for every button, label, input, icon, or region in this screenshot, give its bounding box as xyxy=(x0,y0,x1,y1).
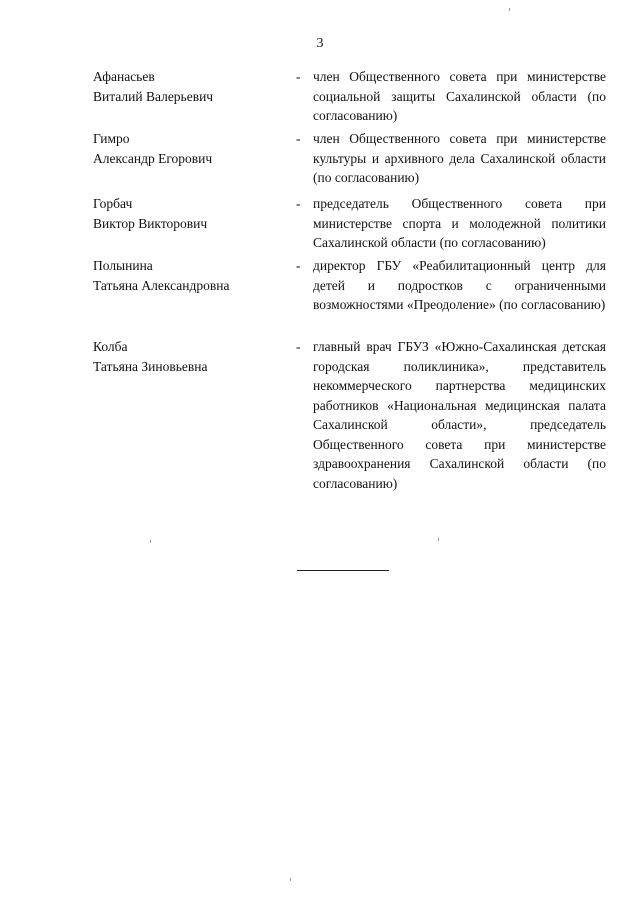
member-given-names: Татьяна Зиновьевна xyxy=(93,359,208,374)
page-number: 3 xyxy=(316,36,324,51)
end-divider-line xyxy=(297,570,389,571)
member-given-names: Татьяна Александровна xyxy=(93,278,230,293)
member-name xyxy=(93,67,283,107)
scan-speck xyxy=(438,538,439,541)
separator-dash: - xyxy=(296,69,301,84)
member-role-text: главный врач ГБУЗ «Южно-Сахалинская детская городская поликлиника», представитель некоммерческого партнерства медицинских работников «Национальная медицинская палата Сахалинской области», председатель Общественного совета при министерстве здравоохранения Сахалинской области (по согласованию) xyxy=(313,339,606,491)
member-role-text: член Общественного совета при министерстве социальной защиты Сахалинской области (по согласованию) xyxy=(313,69,606,123)
member-role xyxy=(313,194,606,253)
member-name xyxy=(93,194,283,234)
member-given-names: Виталий Валерьевич xyxy=(93,89,214,104)
member-given-names: Виктор Викторович xyxy=(93,216,208,231)
member-given-names: Александр Егорович xyxy=(93,151,213,166)
separator-dash: - xyxy=(296,258,301,273)
member-role-text: директор ГБУ «Реабилитационный центр для детей и подростков с ограниченными возможностями «Преодоление» (по согласованию) xyxy=(313,258,606,312)
member-name xyxy=(93,256,283,296)
scan-speck xyxy=(150,540,151,543)
member-role-text: председатель Общественного совета при министерстве спорта и молодежной политики Сахалинской области (по согласованию) xyxy=(313,196,606,250)
scan-speck xyxy=(290,878,291,881)
member-role-text: член Общественного совета при министерстве культуры и архивного дела Сахалинской области (по согласованию) xyxy=(313,131,606,185)
member-surname: Колба xyxy=(93,339,128,354)
member-surname: Гимро xyxy=(93,131,130,146)
member-surname: Афанасьев xyxy=(93,69,155,84)
scan-speck xyxy=(509,8,510,11)
member-role xyxy=(313,129,606,188)
member-role xyxy=(313,67,606,126)
member-surname: Горбач xyxy=(93,196,133,211)
member-name xyxy=(93,337,283,377)
member-name xyxy=(93,129,283,169)
separator-dash: - xyxy=(296,196,301,211)
member-surname: Полынина xyxy=(93,258,153,273)
separator-dash: - xyxy=(296,131,301,146)
member-role xyxy=(313,256,606,315)
member-role xyxy=(313,337,606,493)
separator-dash: - xyxy=(296,339,301,354)
